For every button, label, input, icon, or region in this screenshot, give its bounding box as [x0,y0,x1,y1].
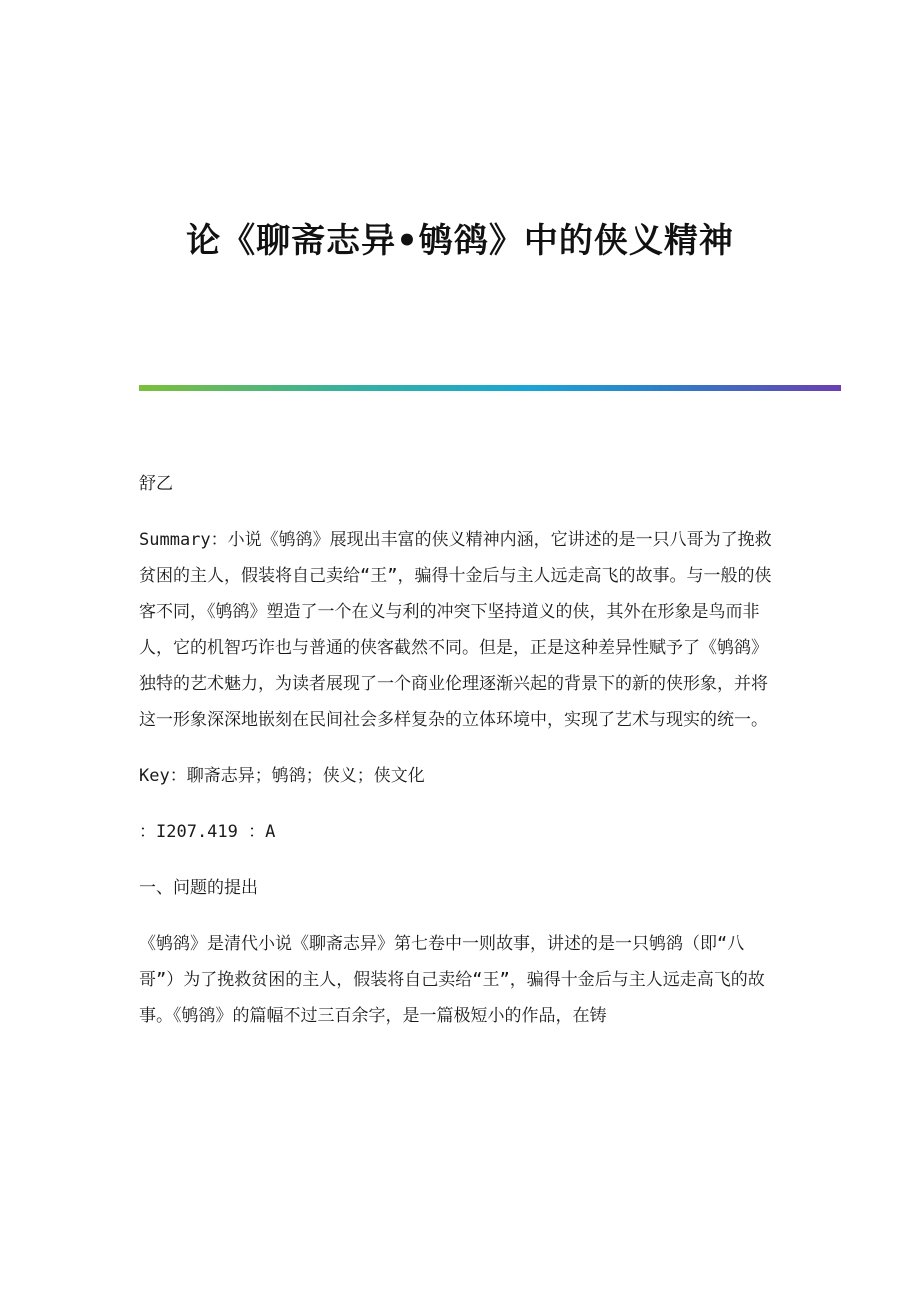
body-paragraph: 《鸲鹆》是清代小说《聊斋志异》第七卷中一则故事，讲述的是一只鸲鹆（即“八哥”）为了挽救贫困的主人，假装将自己卖给“王”，骗得十金后与主人远走高飞的故事。《鸲鹆》的篇幅不过三百余字，是一篇极短小的作品，在铸 [139,934,765,1026]
document-title: 论《聊斋志异•鸲鹆》中的侠义精神 [186,221,734,261]
keywords-line: Key：聊斋志异；鸲鹆；侠义；侠文化 [139,766,425,786]
classification-line: ：I207.419 ：A [139,822,276,842]
author-name: 舒乙 [139,474,173,494]
title-divider [139,385,841,391]
document-body [139,466,779,1054]
section-heading: 一、问题的提出 [139,878,258,898]
summary-paragraph: Summary：小说《鸲鹆》展现出丰富的侠义精神内涵，它讲述的是一只八哥为了挽救贫困的主人，假装将自己卖给“王”，骗得十金后与主人远走高飞的故事。与一般的侠客不同，《鸲鹆》塑造了一个在义与利的冲突下坚持道义的侠，其外在形象是鸟而非人，它的机智巧诈也与普通的侠客截然不同。但是，正是这种差异性赋予了《鸲鹆》独特的艺术魅力，为读者展现了一个商业伦理逐渐兴起的背景下的新的侠形象，并将这一形象深深地嵌刻在民间社会多样复杂的立体环境中，实现了艺术与现实的统一。 [139,530,772,730]
